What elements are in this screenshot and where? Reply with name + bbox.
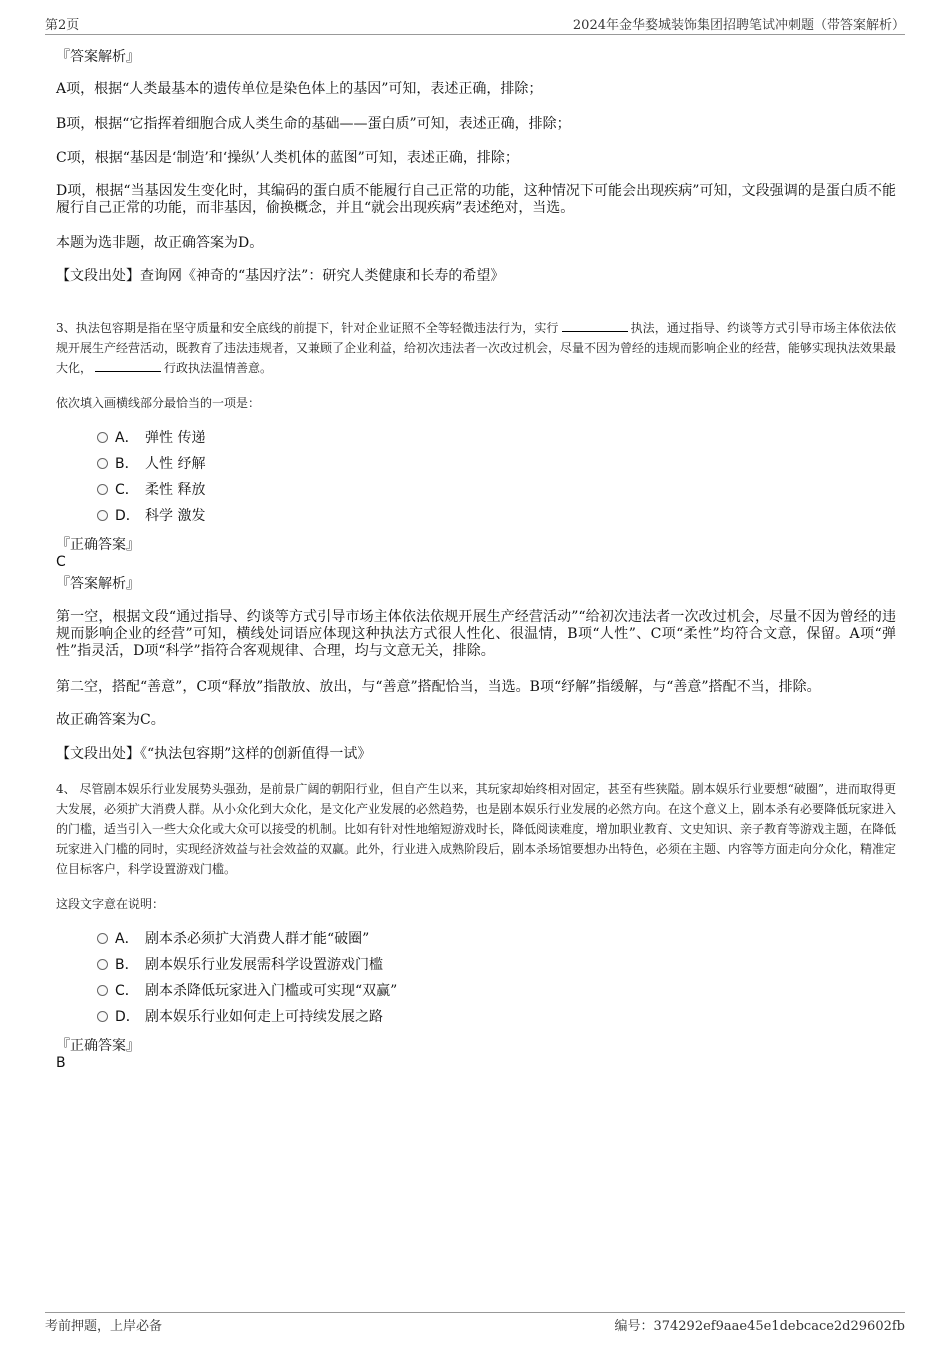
q3-option-d[interactable]: D． 科学 激发 [97, 506, 205, 526]
radio-icon[interactable] [97, 1011, 108, 1022]
footer-slogan: 考前押题，上岸必备 [45, 1319, 163, 1334]
q4-prompt: 这段文字意在说明： [56, 897, 165, 911]
q4-option-b[interactable]: B． 剧本娱乐行业发展需科学设置游戏门槛 [97, 955, 383, 975]
q3-analysis-2: 第二空，搭配“善意”，C项“释放”指散放、放出，与“善意”搭配恰当，当选。B项“纾解”指缓解，与“善意”搭配不当，排除。 [56, 679, 821, 695]
page-header [45, 14, 905, 35]
q3-blank-1 [562, 319, 628, 332]
q4-answer: B [56, 1055, 66, 1071]
q3-option-b[interactable]: B． 人性 纾解 [97, 454, 205, 474]
q3-answer-heading: 『正确答案』 [56, 537, 140, 553]
prev-analysis-c: C项，根据“基因是‘制造’和‘操纵’人类机体的蓝图”可知，表述正确，排除； [56, 150, 519, 166]
q3-analysis-heading: 『答案解析』 [56, 576, 140, 592]
q3-stem [56, 318, 896, 378]
q3-analysis-3: 故正确答案为C。 [56, 712, 165, 728]
radio-icon[interactable] [97, 933, 108, 944]
radio-icon[interactable] [97, 959, 108, 970]
q4-option-a[interactable]: A． 剧本杀必须扩大消费人群才能“破圈” [97, 929, 369, 949]
radio-icon[interactable] [97, 458, 108, 469]
prev-analysis-d: D项，根据“当基因发生变化时，其编码的蛋白质不能履行自己正常的功能，这种情况下可能会出现疾病”可知，文段强调的是蛋白质不能履行自己正常的功能，而非基因，偷换概念，并且“就会出现疾病”表述绝对，当选。 [56, 183, 896, 216]
q3-stem-part-2: 执法，通过指导、约谈等方式引导市场主体依法依规开展生产经营活动，既教育了违法违规者，又兼顾了企业利益，给初次违法者一次改过机会，尽量不因为曾经的违规而影响企业的经营，能够实现执法效果最大化， [56, 321, 897, 375]
q3-source: 【文段出处】《“执法包容期”这样的创新值得一试》 [56, 746, 372, 762]
page-footer [45, 1312, 905, 1335]
page-number: 第2页 [45, 18, 80, 33]
q4-stem: 4、 尽管剧本娱乐行业发展势头强劲，是前景广阔的朝阳行业，但自产生以来，其玩家却始终相对固定，甚至有些狭隘。剧本娱乐行业要想“破圈”，进而取得更大发展，必须扩大消费人群。从小众化到大众化，是文化产业发展的必然趋势，也是剧本娱乐行业发展的必然方向。在这个意义上，剧本杀有必要降低玩家进入的门槛，适当引入一些大众化或大众可以接受的机制。比如有针对性地缩短游戏时长，降低阅读难度，增加职业教育、文史知识、亲子教育等游戏主题，在降低玩家进入门槛的同时，实现经济效益与社会效益的双赢。此外，行业进入成熟阶段后，剧本杀场馆要想办出特色，必须在主题、内容等方面走向分众化，精准定位目标客户，科学设置游戏门槛。 [56, 782, 897, 876]
prev-source: 【文段出处】查询网《神奇的“基因疗法”：研究人类健康和长寿的希望》 [56, 268, 505, 284]
radio-icon[interactable] [97, 484, 108, 495]
q3-analysis-1: 第一空，根据文段“通过指导、约谈等方式引导市场主体依法依规开展生产经营活动”“给初次违法者一次改过机会，尽量不因为曾经的违规而影响企业的经营”可知，横线处词语应体现这种执法方式很人性化、很温情，B项“人性”、C项“柔性”均符合文意，保留。A项“弹性”指灵活，D项“科学”指符合客观规律、合理，均与文意无关，排除。 [56, 609, 896, 659]
q3-answer: C [56, 554, 66, 570]
q3-stem-part-1: 3、执法包容期是指在坚守质量和安全底线的前提下，针对企业证照不全等轻微违法行为，实行 [56, 321, 559, 335]
q4-option-c[interactable]: C． 剧本杀降低玩家进入门槛或可实现“双赢” [97, 981, 397, 1001]
q3-option-c[interactable]: C． 柔性 释放 [97, 480, 205, 500]
q4-answer-heading: 『正确答案』 [56, 1038, 140, 1054]
prev-analysis-b: B项，根据“它指挥着细胞合成人类生命的基础——蛋白质”可知，表述正确，排除； [56, 116, 571, 132]
document-title: 2024年金华婺城装饰集团招聘笔试冲刺题（带答案解析） [572, 18, 905, 33]
prev-analysis-conclusion: 本题为选非题，故正确答案为D。 [56, 235, 264, 251]
q4-option-d[interactable]: D． 剧本娱乐行业如何走上可持续发展之路 [97, 1007, 383, 1027]
prev-analysis-heading: 『答案解析』 [56, 49, 140, 65]
q3-prompt: 依次填入画横线部分最恰当的一项是： [56, 396, 261, 410]
q3-blank-2 [95, 359, 161, 372]
radio-icon[interactable] [97, 432, 108, 443]
radio-icon[interactable] [97, 510, 108, 521]
q3-stem-part-3: 行政执法温情善意。 [164, 361, 273, 375]
radio-icon[interactable] [97, 985, 108, 996]
prev-analysis-a: A项，根据“人类最基本的遗传单位是染色体上的基因”可知，表述正确，排除； [56, 81, 543, 97]
document-id: 编号：374292ef9aae45e1debcace2d29602fb [614, 1319, 905, 1334]
q3-option-a[interactable]: A． 弹性 传递 [97, 428, 205, 448]
